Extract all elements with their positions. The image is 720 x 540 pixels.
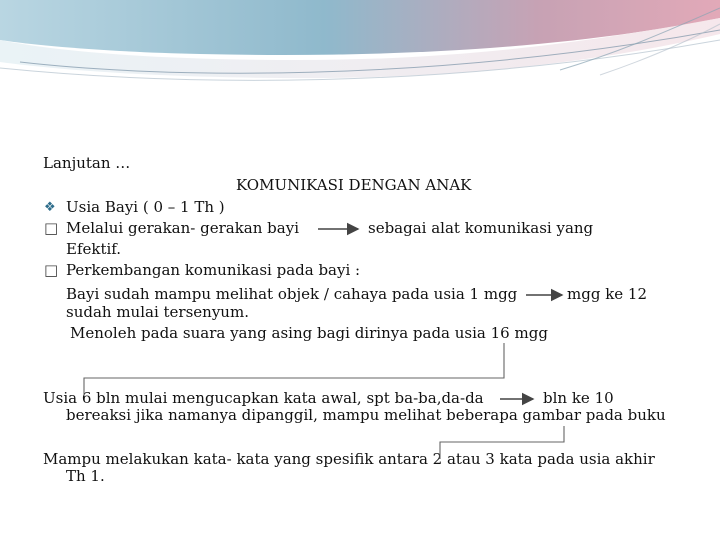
diamond-bullet-icon: ❖: [44, 200, 56, 215]
item-perkembangan: Perkembangan komunikasi pada bayi :: [66, 261, 361, 279]
paragraph-6-bln-end: bln ke 10: [543, 389, 614, 407]
connector-line: [84, 343, 504, 396]
item-perkembangan-line2: sudah mulai tersenyum.: [66, 303, 249, 321]
paragraph-6-bln: Usia 6 bln mulai mengucapkan kata awal, spt ba-ba,da-da: [43, 389, 484, 407]
box-bullet-icon: □: [44, 261, 59, 279]
item-perkembangan-line1-end: mgg ke 12: [567, 285, 648, 303]
item-perkembangan-line3: Menoleh pada suara yang asing bagi dirinya pada usia 16 mgg: [70, 324, 548, 342]
item-usia-bayi: Usia Bayi ( 0 – 1 Th ): [66, 198, 225, 216]
connector-line: [440, 426, 564, 459]
item-gerakan-end: Efektif.: [66, 240, 122, 258]
box-bullet-icon: □: [44, 219, 59, 237]
item-perkembangan-line1: Bayi sudah mampu melihat objek / cahaya pada usia 1 mgg: [66, 285, 518, 303]
paragraph-akhir: Mampu melakukan kata- kata yang spesifik antara 2 atau 3 kata pada usia akhir: [43, 450, 655, 468]
subtitle: Lanjutan …: [43, 154, 131, 172]
paragraph-akhir-end: Th 1.: [66, 467, 105, 485]
slide-title: KOMUNIKASI DENGAN ANAK: [236, 176, 472, 194]
item-gerakan-cont: sebagai alat komunikasi yang: [368, 219, 594, 237]
item-gerakan: Melalui gerakan- gerakan bayi: [66, 219, 299, 237]
paragraph-6-bln-line2: bereaksi jika namanya dipanggil, mampu melihat beberapa gambar pada buku: [66, 406, 666, 424]
